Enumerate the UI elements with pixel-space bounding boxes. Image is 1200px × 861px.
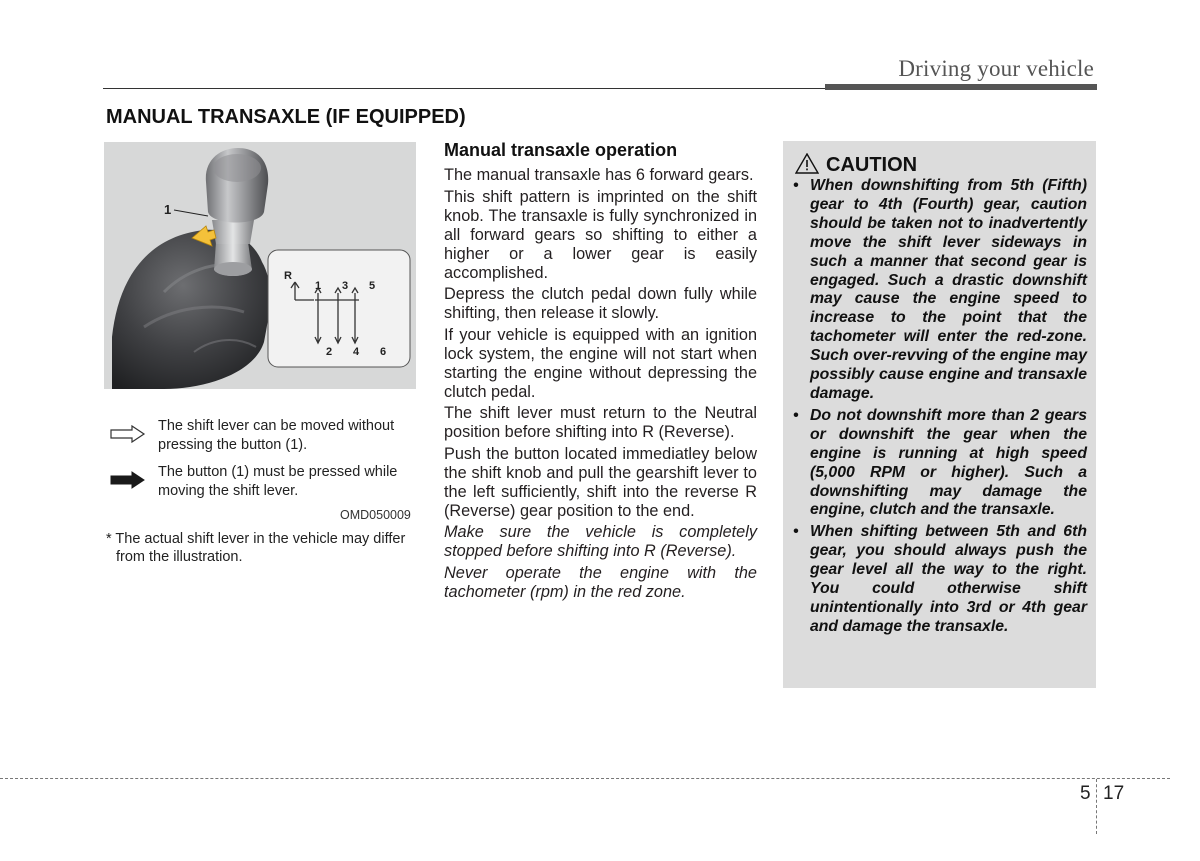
operation-heading: Manual transaxle operation [444, 140, 678, 160]
caution-item: • Do not downshift more than 2 gears or downshift the gear when the engine is running at high speed (5,000 RPM or higher). Such a downshifting may damage the engine, clutch and the transaxle. [793, 406, 1087, 519]
callout-label: 1 [164, 202, 172, 217]
operation-paragraph: This shift pattern is imprinted on the shift knob. The transaxle is fully synchronized in all forward gears so shifting to either a higher or a lower gear is easily accomplished. [444, 187, 757, 282]
shift-lever-illustration [104, 142, 416, 389]
footnote-text: * The actual shift lever in the vehicle may differ from the illustration. [106, 531, 406, 565]
gear-label-2: 2 [326, 346, 333, 358]
shift-pattern-box [268, 250, 410, 367]
figure-footnote [106, 530, 406, 566]
operation-paragraph: The shift lever must return to the Neutral position before shifting into R (Reverse). [444, 404, 757, 441]
operation-note: Never operate the engine with the tachometer (rpm) in the red zone. [444, 563, 757, 601]
warning-icon [795, 153, 819, 174]
gear-label-6: 6 [380, 346, 387, 358]
gear-label-4: 4 [353, 346, 360, 358]
caution-box [783, 141, 1096, 688]
figure-code: OMD050009 [340, 508, 411, 522]
bullet-icon: • [793, 523, 799, 541]
section-title: MANUAL TRANSAXLE (IF EQUIPPED) [106, 106, 466, 128]
operation-paragraph: Depress the clutch pedal down fully while shifting, then release it slowly. [444, 285, 757, 322]
operation-section [444, 140, 757, 604]
operation-paragraph: Push the button located immediatley below the shift knob and pull the gearshift lever to the left sufficiently, shift into the reverse R (Reverse) gear position to the end. [444, 444, 757, 520]
caution-item: • When shifting between 5th and 6th gear, you should always push the gear level all the way to the right. You could otherwise shift unintentionally into 3rd or 4th gear and damage the transaxle. [793, 523, 1087, 635]
caution-item: • When downshifting from 5th (Fifth) gear to 4th (Fourth) gear, caution should be taken not to inadvertently move the shift lever sideways in such a manner that second gear is engaged. Such a drastic downshift may cause the engine speed to increase to the point that the tachometer will enter the red-zone. Such over-revving of the engine may possibly cause engine and transaxle damage. [793, 177, 1087, 402]
legend-item-outline [110, 417, 420, 457]
operation-note: Make sure the vehicle is completely stopped before shifting into R (Reverse). [444, 523, 757, 560]
outline-arrow-icon [110, 425, 146, 449]
caution-title: CAUTION [826, 154, 918, 176]
caution-heading [795, 153, 917, 177]
header-title: Driving your vehicle [898, 56, 1094, 81]
solid-arrow-icon [110, 471, 146, 495]
legend-item-solid [110, 463, 420, 503]
legend-text: The shift lever can be moved without pressing the button (1). [158, 418, 395, 453]
gear-label-1: 1 [315, 280, 322, 292]
footer-divider [1096, 779, 1097, 834]
gear-label-3: 3 [342, 280, 349, 292]
operation-paragraph: The manual transaxle has 6 forward gears. [444, 166, 754, 184]
footer-rule [0, 778, 1170, 779]
page-number: 17 [1103, 783, 1125, 804]
chapter-number: 5 [1080, 783, 1091, 804]
header-rule-accent [825, 84, 1097, 90]
gear-label-r: R [284, 270, 292, 282]
legend-text: The button (1) must be pressed while moving the shift lever. [158, 464, 398, 499]
bullet-icon: • [793, 177, 799, 194]
bullet-icon: • [793, 406, 799, 424]
operation-paragraph: If your vehicle is equipped with an ignition lock system, the engine will not start when starting the engine without depressing the clutch pedal. [444, 325, 757, 401]
caution-list [791, 177, 1087, 640]
header-rule [103, 88, 825, 89]
gear-label-5: 5 [369, 280, 376, 292]
